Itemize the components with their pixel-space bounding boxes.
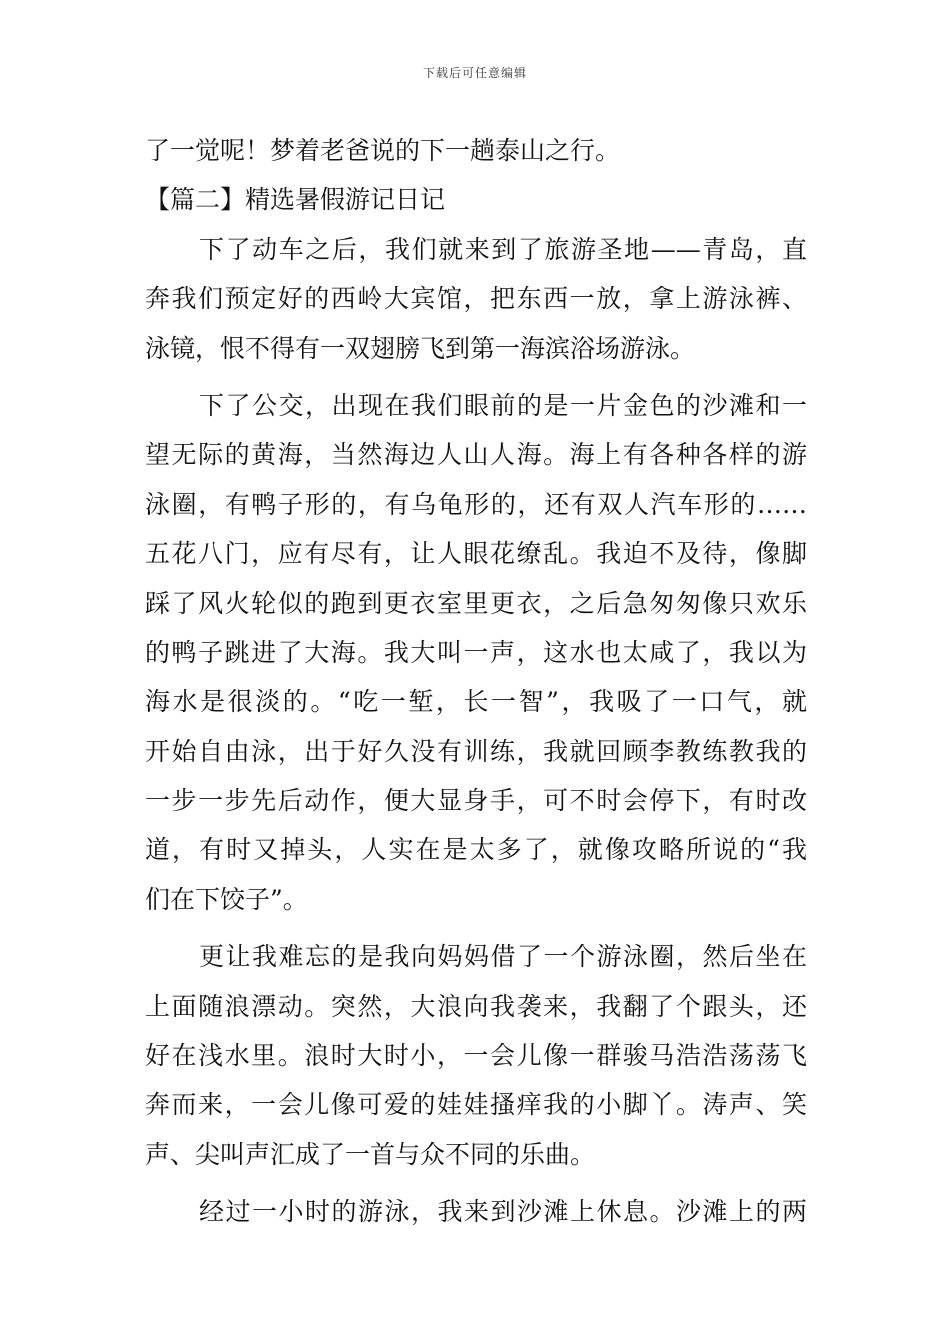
- paragraph-line: 道，有时又掉头，人实在是太多了，就像攻略所说的“我: [145, 835, 807, 865]
- paragraph: [145, 932, 807, 1179]
- section-heading: 【篇二】精选暑假游记日记: [145, 185, 446, 215]
- paragraph-line: 声、尖叫声汇成了一首与众不同的乐曲。: [145, 1139, 596, 1169]
- paragraph: [145, 1187, 807, 1236]
- paragraph-line: 下了公交，出现在我们眼前的是一片金色的沙滩和一: [199, 390, 807, 420]
- paragraph-gap: [145, 1179, 807, 1187]
- paragraph-line: 的鸭子跳进了大海。我大叫一声，这水也太咸了，我以为: [145, 637, 807, 667]
- paragraph-line: 上面随浪漂动。突然，大浪向我袭来，我翻了个跟头，还: [145, 991, 807, 1021]
- paragraph-line: 海水是很淡的。“吃一堑，长一智”，我吸了一口气，就: [145, 687, 807, 717]
- paragraph-line: 经过一小时的游泳，我来到沙滩上休息。沙滩上的两: [199, 1197, 807, 1227]
- paragraph: [145, 381, 807, 924]
- paragraph-line: 五花八门，应有尽有，让人眼花缭乱。我迫不及待，像脚: [145, 539, 807, 569]
- paragraph-line: 们在下饺子”。: [145, 884, 308, 914]
- paragraph-line: 踩了风火轮似的跑到更衣室里更衣，之后急匆匆像只欢乐: [145, 588, 807, 618]
- paragraph-gap: [145, 373, 807, 381]
- paragraph-line: 开始自由泳，出于好久没有训练，我就回顾李教练教我的: [145, 736, 807, 766]
- paragraph-line: 泳圈，有鸭子形的，有乌龟形的，还有双人汽车形的……: [145, 489, 807, 519]
- paragraph-line: 下了动车之后，我们就来到了旅游圣地——青岛，直: [199, 234, 807, 264]
- paragraph-line: 望无际的黄海，当然海边人山人海。海上有各种各样的游: [145, 440, 807, 470]
- paragraph-line: 好在浅水里。浪时大时小，一会儿像一群骏马浩浩荡荡飞: [145, 1041, 807, 1071]
- paragraph-line: 奔我们预定好的西岭大宾馆，把东西一放，拿上游泳裤、: [145, 284, 807, 314]
- paragraph-line: 奔而来，一会儿像可爱的娃娃搔痒我的小脚丫。涛声、笑: [145, 1090, 807, 1120]
- paragraph-line: 一步一步先后动作，便大显身手，可不时会停下，有时改: [145, 786, 807, 816]
- continuation-line: 了一觉呢！梦着老爸说的下一趟泰山之行。: [145, 136, 621, 165]
- paragraph-line: 泳镜，恨不得有一双翅膀飞到第一海滨浴场游泳。: [145, 333, 696, 363]
- paragraph-line: 更让我难忘的是我向妈妈借了一个游泳圈，然后坐在: [199, 942, 807, 972]
- paragraph: [145, 225, 807, 373]
- document-body: [145, 126, 807, 1237]
- page-header: 下载后可任意编辑: [422, 66, 527, 80]
- paragraph-gap: [145, 924, 807, 932]
